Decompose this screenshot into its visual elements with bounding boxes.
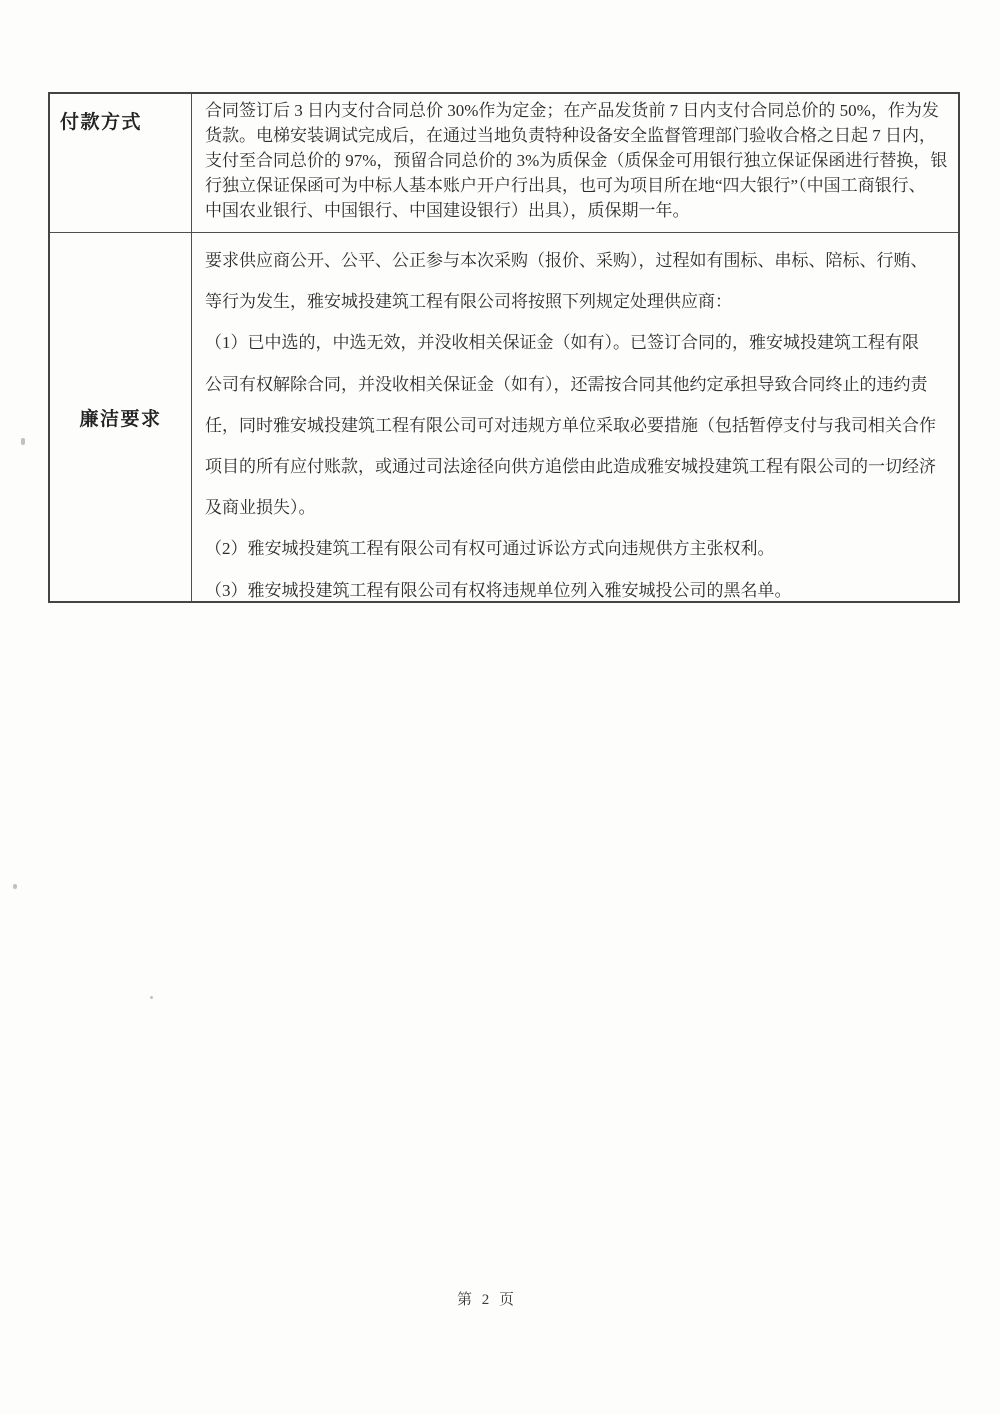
scan-artifact <box>13 884 17 889</box>
payment-terms-line: 中国农业银行、中国银行、中国建设银行）出具），质保期一年。 <box>205 200 690 220</box>
integrity-terms-line: 项目的所有应付账款，或通过司法途径向供方追偿由此造成雅安城投建筑工程有限公司的一切经济 <box>205 457 936 477</box>
integrity-terms-line: 要求供应商公开、公平、公正参与本次采购（报价、采购），过程如有围标、串标、陪标、行贿、 <box>205 251 928 270</box>
contract-terms-table <box>48 92 960 603</box>
payment-terms-line: 合同签订后 3 日内支付合同总价 30%作为定金；在产品发货前 7 日内支付合同总价的 50%，作为发 <box>205 101 939 120</box>
payment-terms-line: 货款。电梯安装调试完成后，在通过当地负责特种设备安全监督管理部门验收合格之日起 7 日内， <box>205 125 936 145</box>
payment-terms-line: 行独立保证保函可为中标人基本账户开户行出具，也可为项目所在地“四大银行”（中国工商银行、 <box>205 175 926 195</box>
scan-artifact <box>150 996 153 999</box>
integrity-terms-line: 公司有权解除合同，并没收相关保证金（如有），还需按合同其他约定承担导致合同终止的违约责 <box>205 374 928 394</box>
integrity-terms-line: （2）雅安城投建筑工程有限公司有权可通过诉讼方式向违规供方主张权利。 <box>205 539 775 559</box>
integrity-terms-line: （1）已中选的，中选无效，并没收相关保证金（如有）。已签订合同的，雅安城投建筑工程有限 <box>205 333 919 353</box>
integrity-terms-line: （3）雅安城投建筑工程有限公司有权将违规单位列入雅安城投公司的黑名单。 <box>205 580 792 600</box>
scan-artifact <box>21 438 25 445</box>
integrity-terms-line: 及商业损失）。 <box>205 498 316 518</box>
payment-method-label: 付款方式 <box>60 112 143 133</box>
integrity-requirements-label: 廉洁要求 <box>79 408 162 430</box>
page-number: 第 2 页 <box>456 1292 517 1308</box>
payment-terms-line: 支付至合同总价的 97%，预留合同总价的 3%为质保金（质保金可用银行独立保证保函进行替换，银 <box>205 150 948 170</box>
row-label-integrity-requirements <box>50 233 192 601</box>
page-footer <box>0 1288 974 1309</box>
payment-method-content-cell <box>192 94 958 233</box>
integrity-requirements-content-cell <box>192 233 958 601</box>
integrity-terms-line: 任，同时雅安城投建筑工程有限公司可对违规方单位采取必要措施（包括暂停支付与我司相关合作 <box>205 415 936 435</box>
row-label-payment-method <box>50 94 192 233</box>
integrity-terms-line: 等行为发生，雅安城投建筑工程有限公司将按照下列规定处理供应商： <box>205 292 732 312</box>
